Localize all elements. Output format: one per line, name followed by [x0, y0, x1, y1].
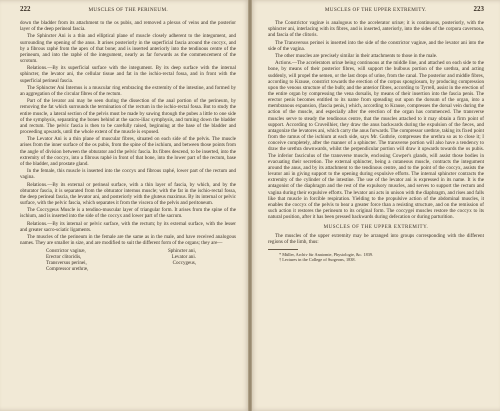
paragraph: Relations.—By its external or perineal surface, with a thin layer of fascia, by which, and by the obturator fascia, it is separated from the obturator internus muscle; with the fat in the ischio-rectal fossa, the deep perineal fascia, the levator ani, and posteriorly with the gluteus maximus. By its internal or pelvic surface, with the pelvic fascia, which separates it from the viscera of the pelvis and peritoneum.: [20, 181, 236, 207]
list-item: Compressor urethræ,: [46, 265, 89, 272]
section-title: MUSCLES OF THE UPPER EXTREMITY.: [323, 225, 429, 231]
left-running-head: MUSCLES OF THE PERINEUM.: [88, 7, 168, 13]
left-page-number: 222: [20, 5, 31, 13]
paragraph: Relations.—By its internal or pelvic surface, with the rectum; by its external surface, with the lesser and greater sacro-sciatic ligaments.: [20, 220, 236, 233]
paragraph: The Sphincter Ani Internus is a muscular ring embracing the extremity of the intestine, and formed by an aggregation of the circular fibres of the rectum.: [20, 84, 236, 97]
footnote-rule: [268, 249, 298, 250]
list-item: Erector clitoridis, Levator ani.: [46, 253, 196, 260]
paragraph: In the female, this muscle is inserted into the coccyx and fibrous raphé, lower part of the rectum and vagina.: [20, 168, 236, 181]
right-page-number: 223: [473, 5, 484, 13]
paragraph: The Constrictor vaginæ is analogous to the accelerator urinæ; it is continuous, posteriorly, with the sphincter ani, interlacing with its fibres, and is inserted, anteriorly, into the sides of the corpora cavernosa, and fascia of the clitoris.: [268, 20, 484, 39]
paragraph: The Sphincter Ani is a thin and elliptical plane of muscle closely adherent to the integument, and surrounding the opening of the anus. It arises posteriorly in the superficial fascia around the coccyx, and by a fibrous raphé from the apex of that bone; and is inserted anteriorly into the tendinous centre of the perineum, and into the raphé of the integument, nearly as far forwards as the commencement of the scrotum.: [20, 33, 236, 65]
list-item: Transversus perinei, Coccygeus,: [46, 259, 196, 266]
paragraph: The Coccygeus Muscle is a tendino-muscular layer of triangular form. It arises from the spine of the ischium, and is inserted into the side of the coccyx and lower part of the sacrum.: [20, 207, 236, 220]
paragraph: The Transversus perinei is inserted into the side of the constrictor vaginæ, and the levator ani into the side of the vagina.: [268, 39, 484, 52]
paragraph: down the bladder from its attachment to the os pubis, and removed a plexus of veins and the posterior layer of the deep perineal fascia.: [20, 20, 236, 33]
list-item: Constrictor vaginæ, Sphincter ani,: [46, 247, 196, 254]
footnote: † Lectures in the College of Surgeons, 1838.: [279, 256, 356, 262]
left-page-header: [20, 5, 236, 14]
paragraph: The other muscles are precisely similar in their attachments to those in the male.: [275, 52, 438, 59]
paragraph: The Levator Ani is a thin plane of muscular fibres, situated on each side of the pelvis. The muscle arises from the inner surface of the os pubis, from the spine of the ischium, and between those points from the angle of division between the obturator and the pelvic fascia. Its fibres descend, to be inserted, into the extremity of the coccyx, into a fibrous raphé in front of that bone, into the lower part of the rectum, base of the bladder, and prostate gland.: [20, 136, 236, 167]
paragraph: Relations.—By its superficial surface with the integument. By its deep surface with the internal sphincter, the levator ani, the cellular tissue and fat in the ischio-rectal fossa, and in front with the superficial perineal fascia.: [20, 65, 236, 84]
muscle-list: [20, 248, 236, 273]
paragraph: Actions.—The accelerators urinæ being continuous at the middle line, and attached on each side to the bone, by means of their posterior fibres, will support the bulbous portion of the urethra, and acting suddenly, will propel the semen, or the last drops of urine, from the canal. The posterior and middle fibres, according to Krause, constrict towards the erection of the corpus spongiosum, by producing compression upon the venous structure of the bulb; and the anterior fibres, according to Tyrrell, assist in the erection of the entire organ by compressing the vena dorsalis, by means of their insertion into the fascia penis. The erector penis becomes entitled to its name from spreading out upon the dorsum of the organ, into a membranous expansion, (fascia penis,) which, according to Krause, compresses the dorsal vein during the action of the muscle, and especially after the erection of the organ has commenced. The transverse muscles serve to steady the tendinous centre, that the muscles attached to it may obtain a firm point of support. According to Cruveilhier, they draw the anus backwards during the expulsion of the fæces, and antagonize the levatores ani, which carry the anus forwards. The compressor urethræ, taking its fixed point from the ramus of the ischium at each side, says Mr. Guthrie, compresses the urethra so as to close it; I conceive completely, after the manner of a sphincter. The transverse portion will also have a tendency to draw the urethra downwards, whilst the perpendicular portion will draw it upwards towards the os pubis. The inferior fasciculus of the transverse muscle, enclosing Cowper's glands, will assist those bodies in evacuating their secretion. The external sphincter, being a cutaneous muscle, contracts the integument around the anus, and by its attachment to the tendinous centre, and to the point of the coccyx, assists the levator ani in giving support to the opening during expulsive efforts. The internal sphincter contracts the extremity of the cylinder of the intestine. The use of the levator ani is expressed in its name. It is the antagonist of the diaphragm and the rest of the expulsory muscles, and serves to support the rectum and vagina during their expulsive efforts. The levator ani acts in unison with the diaphragm, and rises and falls like that muscle in forcible respiration. Yielding to the propulsive action of the abdominal muscles, it enables the coccyx of the pelvis to bear a greater force than a resisting structure, and on the remission of such action it restores the perineum to its original form. The coccygei muscles restore the coccyx to its natural position, after it has been pressed backwards during defecation or during parturition.: [268, 60, 484, 221]
right-running-head: MUSCLES OF THE UPPER EXTREMITY.: [324, 7, 427, 13]
paragraph: The muscles of the upper extremity may be arranged into groups corresponding with the different regions of the limb, thus:: [268, 233, 484, 246]
paragraph: The muscles of the perineum in the female are the same as in the male, and have received analogous names. They are smaller in size, and are modified to suit the different form of the organs; they are—: [20, 234, 236, 247]
paragraph: Part of the levator ani may be seen during the dissection of the anal portion of the perineum, by removing the fat which surrounds the termination of the rectum in the ischio-rectal fossa. But to study the entire muscle, a lateral section of the pelvis must be made by sawing through the pubes a little to one side of the symphysis, separating the bones behind at the sacro-iliac symphysis, and turning down the bladder and rectum. The pelvic fascia is then to be carefully raised, beginning at the base of the bladder and proceeding upwards, until the whole extent of the muscle is exposed.: [20, 98, 236, 136]
book-gutter: [248, 0, 252, 411]
footnote: * Müller, Archiv für Anatomie, Physiologie, &c. 1839.: [279, 251, 374, 257]
right-page: [250, 0, 500, 411]
right-page-header: [268, 5, 484, 14]
